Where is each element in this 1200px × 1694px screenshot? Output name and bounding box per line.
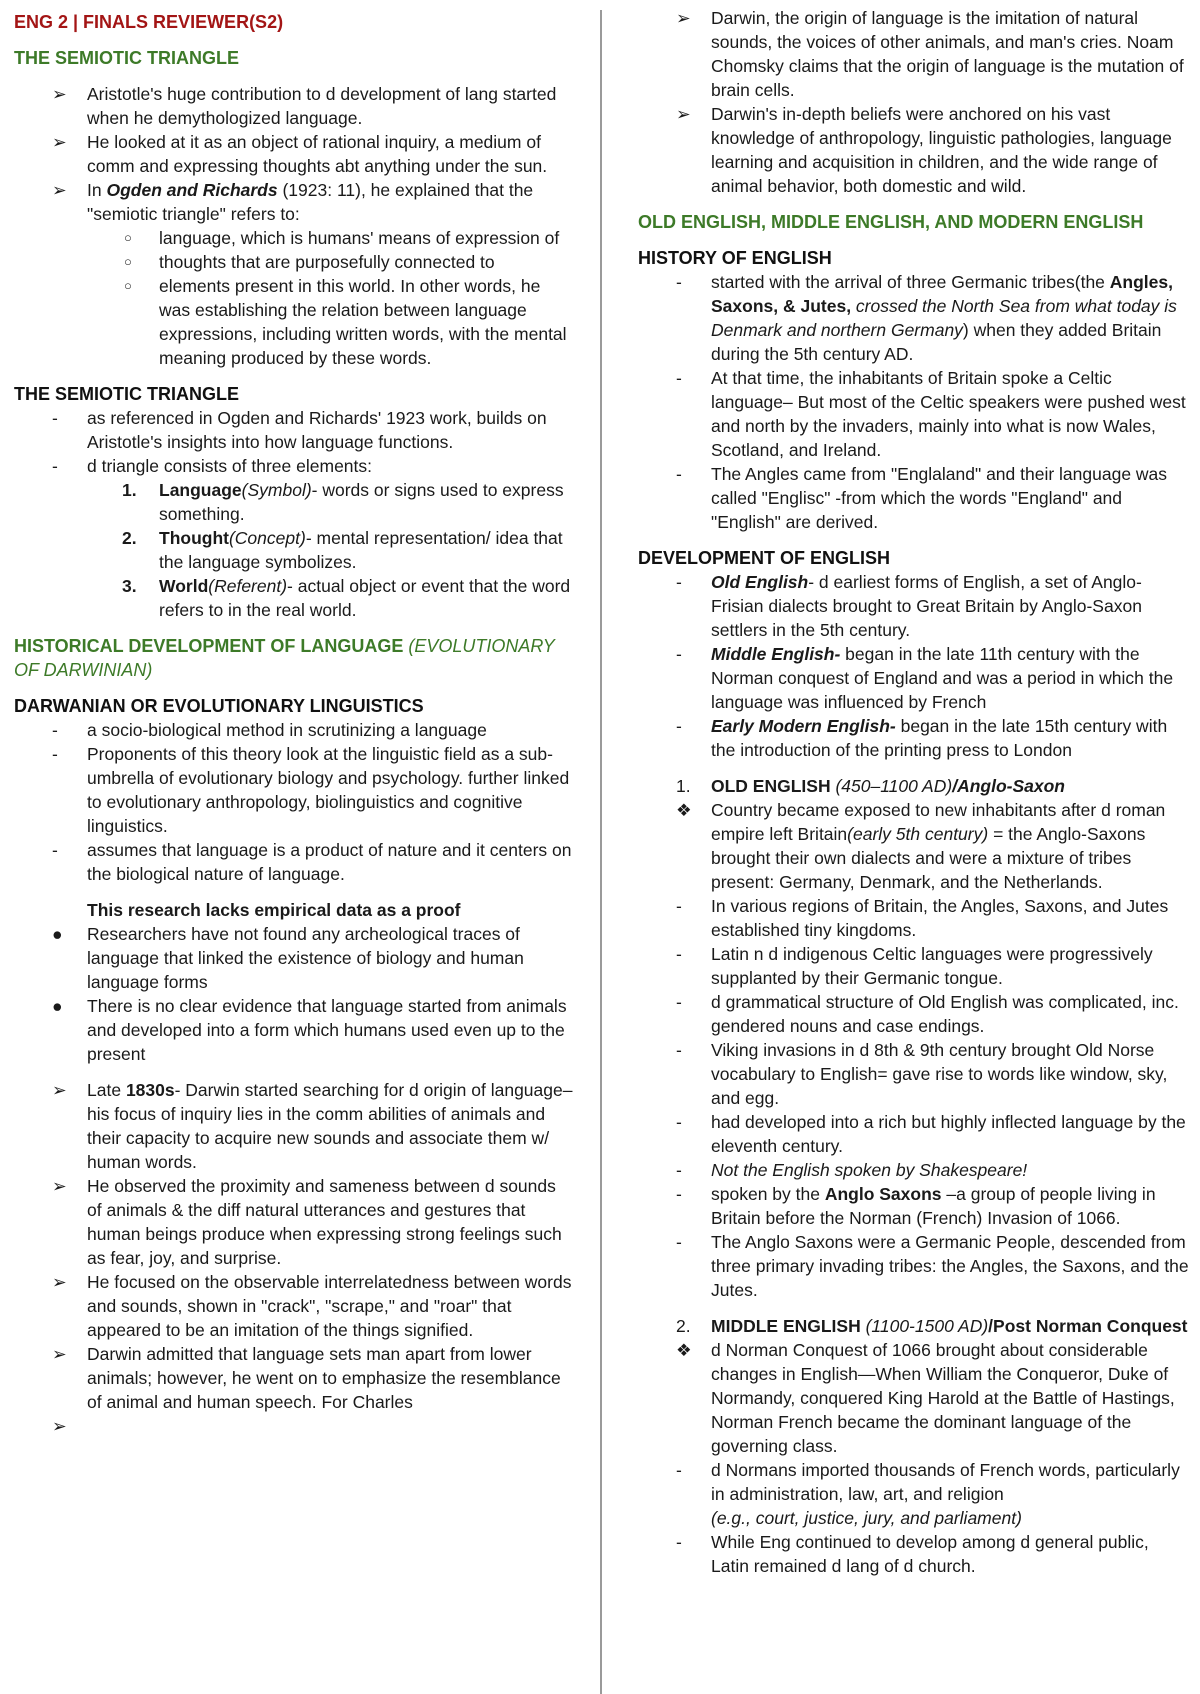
list-item: ➢ Darwin's in-depth beliefs were anchored on his vast knowledge of anthropology, linguistic pathologies, language learning and acquisition in children, and the wide range of animal behavior, both domestic and wild. [676,104,1172,196]
darwinian-list [14,718,574,886]
list-item: - Not the English spoken by Shakespeare! [676,1160,1028,1180]
list-item: - While Eng continued to develop among d general public, Latin remained d lang of d church. [676,1532,1149,1576]
list-item: - In various regions of Britain, the Angles, Saxons, and Jutes established tiny kingdoms. [676,896,1169,940]
list-item: ➢ Aristotle's huge contribution to d development of lang started when he demythologized language. [52,84,557,128]
darwinian-heading: DARWANIAN OR EVOLUTIONARY LINGUISTICS [14,696,424,716]
list-item: - Proponents of this theory look at the linguistic field as a sub-umbrella of evolutionary biology and psychology. further linked to evolutionary anthropology, biolinguistics and cognitive linguistics. [52,744,570,836]
list-item: - Viking invasions in d 8th & 9th century brought Old Norse vocabulary to English= gave rise to words like window, sky, and egg. [676,1040,1168,1108]
history-heading: HISTORY OF ENGLISH [638,248,832,268]
list-item: 1. Language(Symbol)- words or signs used to express something. [122,480,564,524]
dash-icon: - [676,1112,682,1132]
development-list [638,570,1190,762]
dash-icon: - [676,368,682,388]
semiotic-heading-1: THE SEMIOTIC TRIANGLE [14,48,239,68]
list-item: ➢ He focused on the observable interrelatedness between words and sounds, shown in "crack", "scrape," and "roar" that appeared to be an imitation of the things signified. [52,1272,572,1340]
dash-icon: - [676,896,682,916]
list-item: - d Normans imported thousands of French words, particularly in administration, law, art, and religion (e.g., court, justice, jury, and parliament) [676,1460,1180,1528]
list-item: ○ elements present in this world. In other words, he was establishing the relation between language expressions, including written words, with the mental meaning produced by these words. [124,276,567,368]
list-item: - as referenced in Ogden and Richards' 1923 work, builds on Aristotle's insights into how language functions. [52,408,547,452]
arrow-icon: ➢ [676,8,691,28]
right-column [638,6,1190,1578]
list-item: - Early Modern English- began in the late 15th century with the introduction of the printing press to London [676,716,1168,760]
list-item: ○ language, which is humans' means of expression of [124,228,560,248]
lacks-evidence-note: This research lacks empirical data as a proof [87,900,461,920]
old-english-heading: 1. OLD ENGLISH (450–1100 AD)/Anglo-Saxon [676,776,1065,796]
arrow-icon: ➢ [52,132,67,152]
column-divider [600,10,602,1694]
list-item: ● Researchers have not found any archeological traces of language that linked the existence of biology and human language forms [52,924,524,992]
dash-icon: - [676,1184,682,1204]
arrow-icon: ➢ [52,1272,67,1292]
diamond-bullet-icon: ❖ [676,1340,692,1360]
list-item: ❖ Country became exposed to new inhabitants after d roman empire left Britain(early 5th century) = the Anglo-Saxons brought their own dialects and were a mixture of tribes present: Germany, Denmark, and the Netherlands. [676,800,1166,892]
dash-icon: - [676,944,682,964]
arrow-icon: ➢ [52,1416,67,1436]
dash-icon: - [52,408,58,428]
dash-icon: - [676,272,682,292]
list-item: - Old English- d earliest forms of English, a set of Anglo-Frisian dialects brought to Great Britain by Anglo-Saxon settlers in the 5th century. [676,572,1142,640]
arrow-icon: ➢ [52,84,67,104]
list-item: ➢ Darwin admitted that language sets man apart from lower animals; however, he went on to emphasize the resemblance of animal and human speech. For Charles [52,1344,561,1412]
dash-icon: - [676,1040,682,1060]
list-item: - The Anglo Saxons were a Germanic People, descended from three primary invading tribes: the Angles, the Saxons, and the Jutes. [676,1232,1189,1300]
semiotic-list-2 [14,406,574,478]
list-item: ● There is no clear evidence that language started from animals and developed into a form which humans used even up to the present [52,996,567,1064]
list-item: ❖ d Norman Conquest of 1066 brought about considerable changes in English—When William the Conqueror, Duke of Normandy, conquered King Harold at the Battle of Hastings, Norman French became the dominant language of the governing class. [676,1340,1175,1456]
list-item: - Latin n d indigenous Celtic languages were progressively supplanted by their Germanic tongue. [676,944,1153,988]
list-item: - At that time, the inhabitants of Britain spoke a Celtic language– But most of the Celtic speakers were pushed west and north by the invaders, mainly into what is now Wales, Scotland, and Ireland. [676,368,1186,460]
arrow-icon: ➢ [676,104,691,124]
old-english-section [638,774,1190,1302]
left-column [14,6,574,1438]
arrow-icon: ➢ [52,1176,67,1196]
dash-icon: - [676,1232,682,1252]
dash-icon: - [52,840,58,860]
arrow-icon: ➢ [52,180,67,200]
list-item: ➢ He looked at it as an object of rational inquiry, a medium of comm and expressing thoughts abt anything under the sun. [52,132,548,176]
dash-icon: - [676,464,682,484]
list-item: ➢ He observed the proximity and sameness between d sounds of animals & the diff natural utterances and gestures that human beings produce when expressing strong feelings such as fear, joy, and surprise. [52,1176,562,1268]
list-item: - a socio-biological method in scrutinizing a language [52,720,487,740]
arrow-icon: ➢ [52,1344,67,1364]
middle-english-section [638,1314,1190,1578]
dash-icon: - [52,720,58,740]
middle-english-heading: 2. MIDDLE ENGLISH (1100-1500 AD)/Post Norman Conquest [676,1316,1188,1336]
list-item: ➢ In Ogden and Richards (1923: 11), he explained that the "semiotic triangle" refers to: [52,180,534,224]
dot-bullet-icon: ● [52,996,63,1016]
evidence-list [14,922,574,1066]
dash-icon: - [676,1460,682,1480]
list-item: - assumes that language is a product of nature and it centers on the biological nature of language. [52,840,572,884]
circle-bullet-icon: ○ [124,278,132,293]
darwin-arrow-list [14,1078,574,1438]
circle-bullet-icon: ○ [124,230,132,245]
list-item: 2. Thought(Concept)- mental representation/ idea that the language symbolizes. [122,528,563,572]
dash-icon: - [676,572,682,592]
diamond-bullet-icon: ❖ [676,800,692,820]
dash-icon: - [676,716,682,736]
list-item: - spoken by the Anglo Saxons –a group of people living in Britain before the Norman (French) Invasion of 1066. [676,1184,1156,1228]
semiotic-heading-2: THE SEMIOTIC TRIANGLE [14,384,239,404]
list-item: - d triangle consists of three elements: [52,456,373,476]
dash-icon: - [676,1160,682,1180]
list-item: - Middle English- began in the late 11th century with the Norman conquest of England and was a period in which the language was influenced by French [676,644,1174,712]
old-middle-modern-heading: OLD ENGLISH, MIDDLE ENGLISH, AND MODERN ENGLISH [638,212,1144,232]
historical-heading: HISTORICAL DEVELOPMENT OF LANGUAGE (EVOLUTIONARY OF DARWINIAN) [14,636,555,680]
dash-icon: - [676,1532,682,1552]
dash-icon: - [676,992,682,1012]
list-item: 3. World(Referent)- actual object or event that the word refers to in the real world. [122,576,571,620]
circle-bullet-icon: ○ [124,254,132,269]
document-title: ENG 2 | FINALS REVIEWER(S2) [14,12,284,32]
list-item: ➢ Late 1830s- Darwin started searching for d origin of language–his focus of inquiry lies in the comm abilities of animals and their capacity to acquire new sounds and associate them w/ human words. [52,1080,573,1172]
dash-icon: - [676,644,682,664]
semiotic-list-1 [14,82,574,226]
development-heading: DEVELOPMENT OF ENGLISH [638,548,891,568]
list-item [14,1414,574,1438]
triangle-elements-list [14,478,574,622]
list-item: - started with the arrival of three Germanic tribes(the Angles, Saxons, & Jutes, crossed the North Sea from what today is Denmark and northern Germany) when they added Britain during the 5th century AD. [676,272,1177,364]
dash-icon: - [52,744,58,764]
arrow-icon: ➢ [52,1080,67,1100]
list-item: - d grammatical structure of Old English was complicated, inc. gendered nouns and case endings. [676,992,1179,1036]
semiotic-sublist [14,226,574,370]
list-item: ○ thoughts that are purposefully connected to [124,252,495,272]
history-list [638,270,1190,534]
dot-bullet-icon: ● [52,924,63,944]
list-item: ➢ Darwin, the origin of language is the imitation of natural sounds, the voices of other animals, and man's cries. Noam Chomsky claims that the origin of language is the mutation of brain cells. [676,8,1184,100]
list-item: - The Angles came from "Englaland" and their language was called "Englisc" -from which the words "England" and "English" are derived. [676,464,1168,532]
dash-icon: - [52,456,58,476]
darwin-continued-list [638,6,1190,198]
list-item: - had developed into a rich but highly inflected language by the eleventh century. [676,1112,1186,1156]
